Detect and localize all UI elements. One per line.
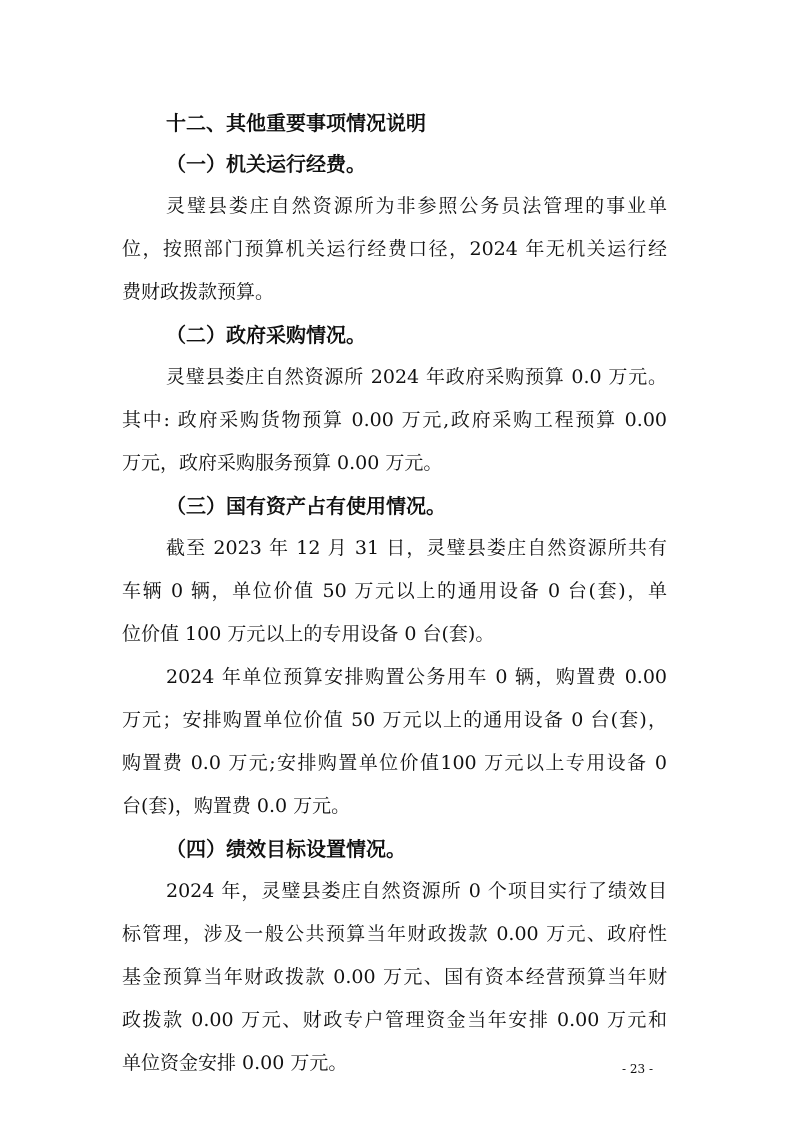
text-line: 位价值 100 万元以上的专用设备 0 台(套)。 (122, 623, 495, 645)
document-body (122, 103, 667, 1085)
text-line: 单位资金安排 0.00 万元。 (122, 1052, 348, 1074)
paragraph-state-assets-purchases (122, 656, 667, 828)
page-number: - 23 - (622, 1062, 654, 1076)
subsection-title-procurement: （二）政府采购情况。 (166, 323, 366, 347)
paragraph-procurement (122, 356, 667, 485)
text-line: 2024 年单位预算安排购置公务用车 0 辆，购置费 0.00 (166, 666, 667, 688)
text-line: 位，按照部门预算机关运行经费口径，2024 年无机关运行经 (122, 238, 667, 260)
text-line: 购置费 0.0 万元;安排购置单位价值100 万元以上专用设备 0 (122, 752, 667, 774)
paragraph-state-assets-holdings (122, 527, 667, 656)
section-title: 十二、其他重要事项情况说明 (166, 111, 426, 135)
text-line: 费财政拨款预算。 (122, 281, 275, 303)
subsection-title-state-assets: （三）国有资产占有使用情况。 (166, 494, 446, 518)
text-line: 万元，政府采购服务预算 0.00 万元。 (122, 452, 443, 474)
text-line: 政拨款 0.00 万元、财政专户管理资金当年安排 0.00 万元和 (122, 1009, 667, 1031)
subsection-title-operating-costs: （一）机关运行经费。 (166, 152, 366, 176)
text-line: 其中: 政府采购货物预算 0.00 万元,政府采购工程预算 0.00 (122, 409, 667, 431)
paragraph-performance-goals (122, 870, 667, 1085)
text-line: 灵璧县娄庄自然资源所为非参照公务员法管理的事业单 (166, 195, 667, 217)
text-line: 标管理，涉及一般公共预算当年财政拨款 0.00 万元、政府性 (122, 923, 667, 945)
text-line: 基金预算当年财政拨款 0.00 万元、国有资本经营预算当年财 (122, 966, 667, 988)
text-line: 灵璧县娄庄自然资源所 2024 年政府采购预算 0.0 万元。 (166, 366, 667, 388)
text-line: 截至 2023 年 12 月 31 日，灵璧县娄庄自然资源所共有 (166, 537, 667, 559)
subsection-title-performance-goals: （四）绩效目标设置情况。 (166, 837, 406, 861)
text-line: 台(套)，购置费 0.0 万元。 (122, 795, 351, 817)
text-line: 车辆 0 辆，单位价值 50 万元以上的通用设备 0 台(套)，单 (122, 580, 667, 602)
text-line: 2024 年，灵璧县娄庄自然资源所 0 个项目实行了绩效目 (166, 880, 667, 902)
paragraph-operating-costs (122, 185, 667, 314)
text-line: 万元；安排购置单位价值 50 万元以上的通用设备 0 台(套)， (122, 709, 667, 731)
